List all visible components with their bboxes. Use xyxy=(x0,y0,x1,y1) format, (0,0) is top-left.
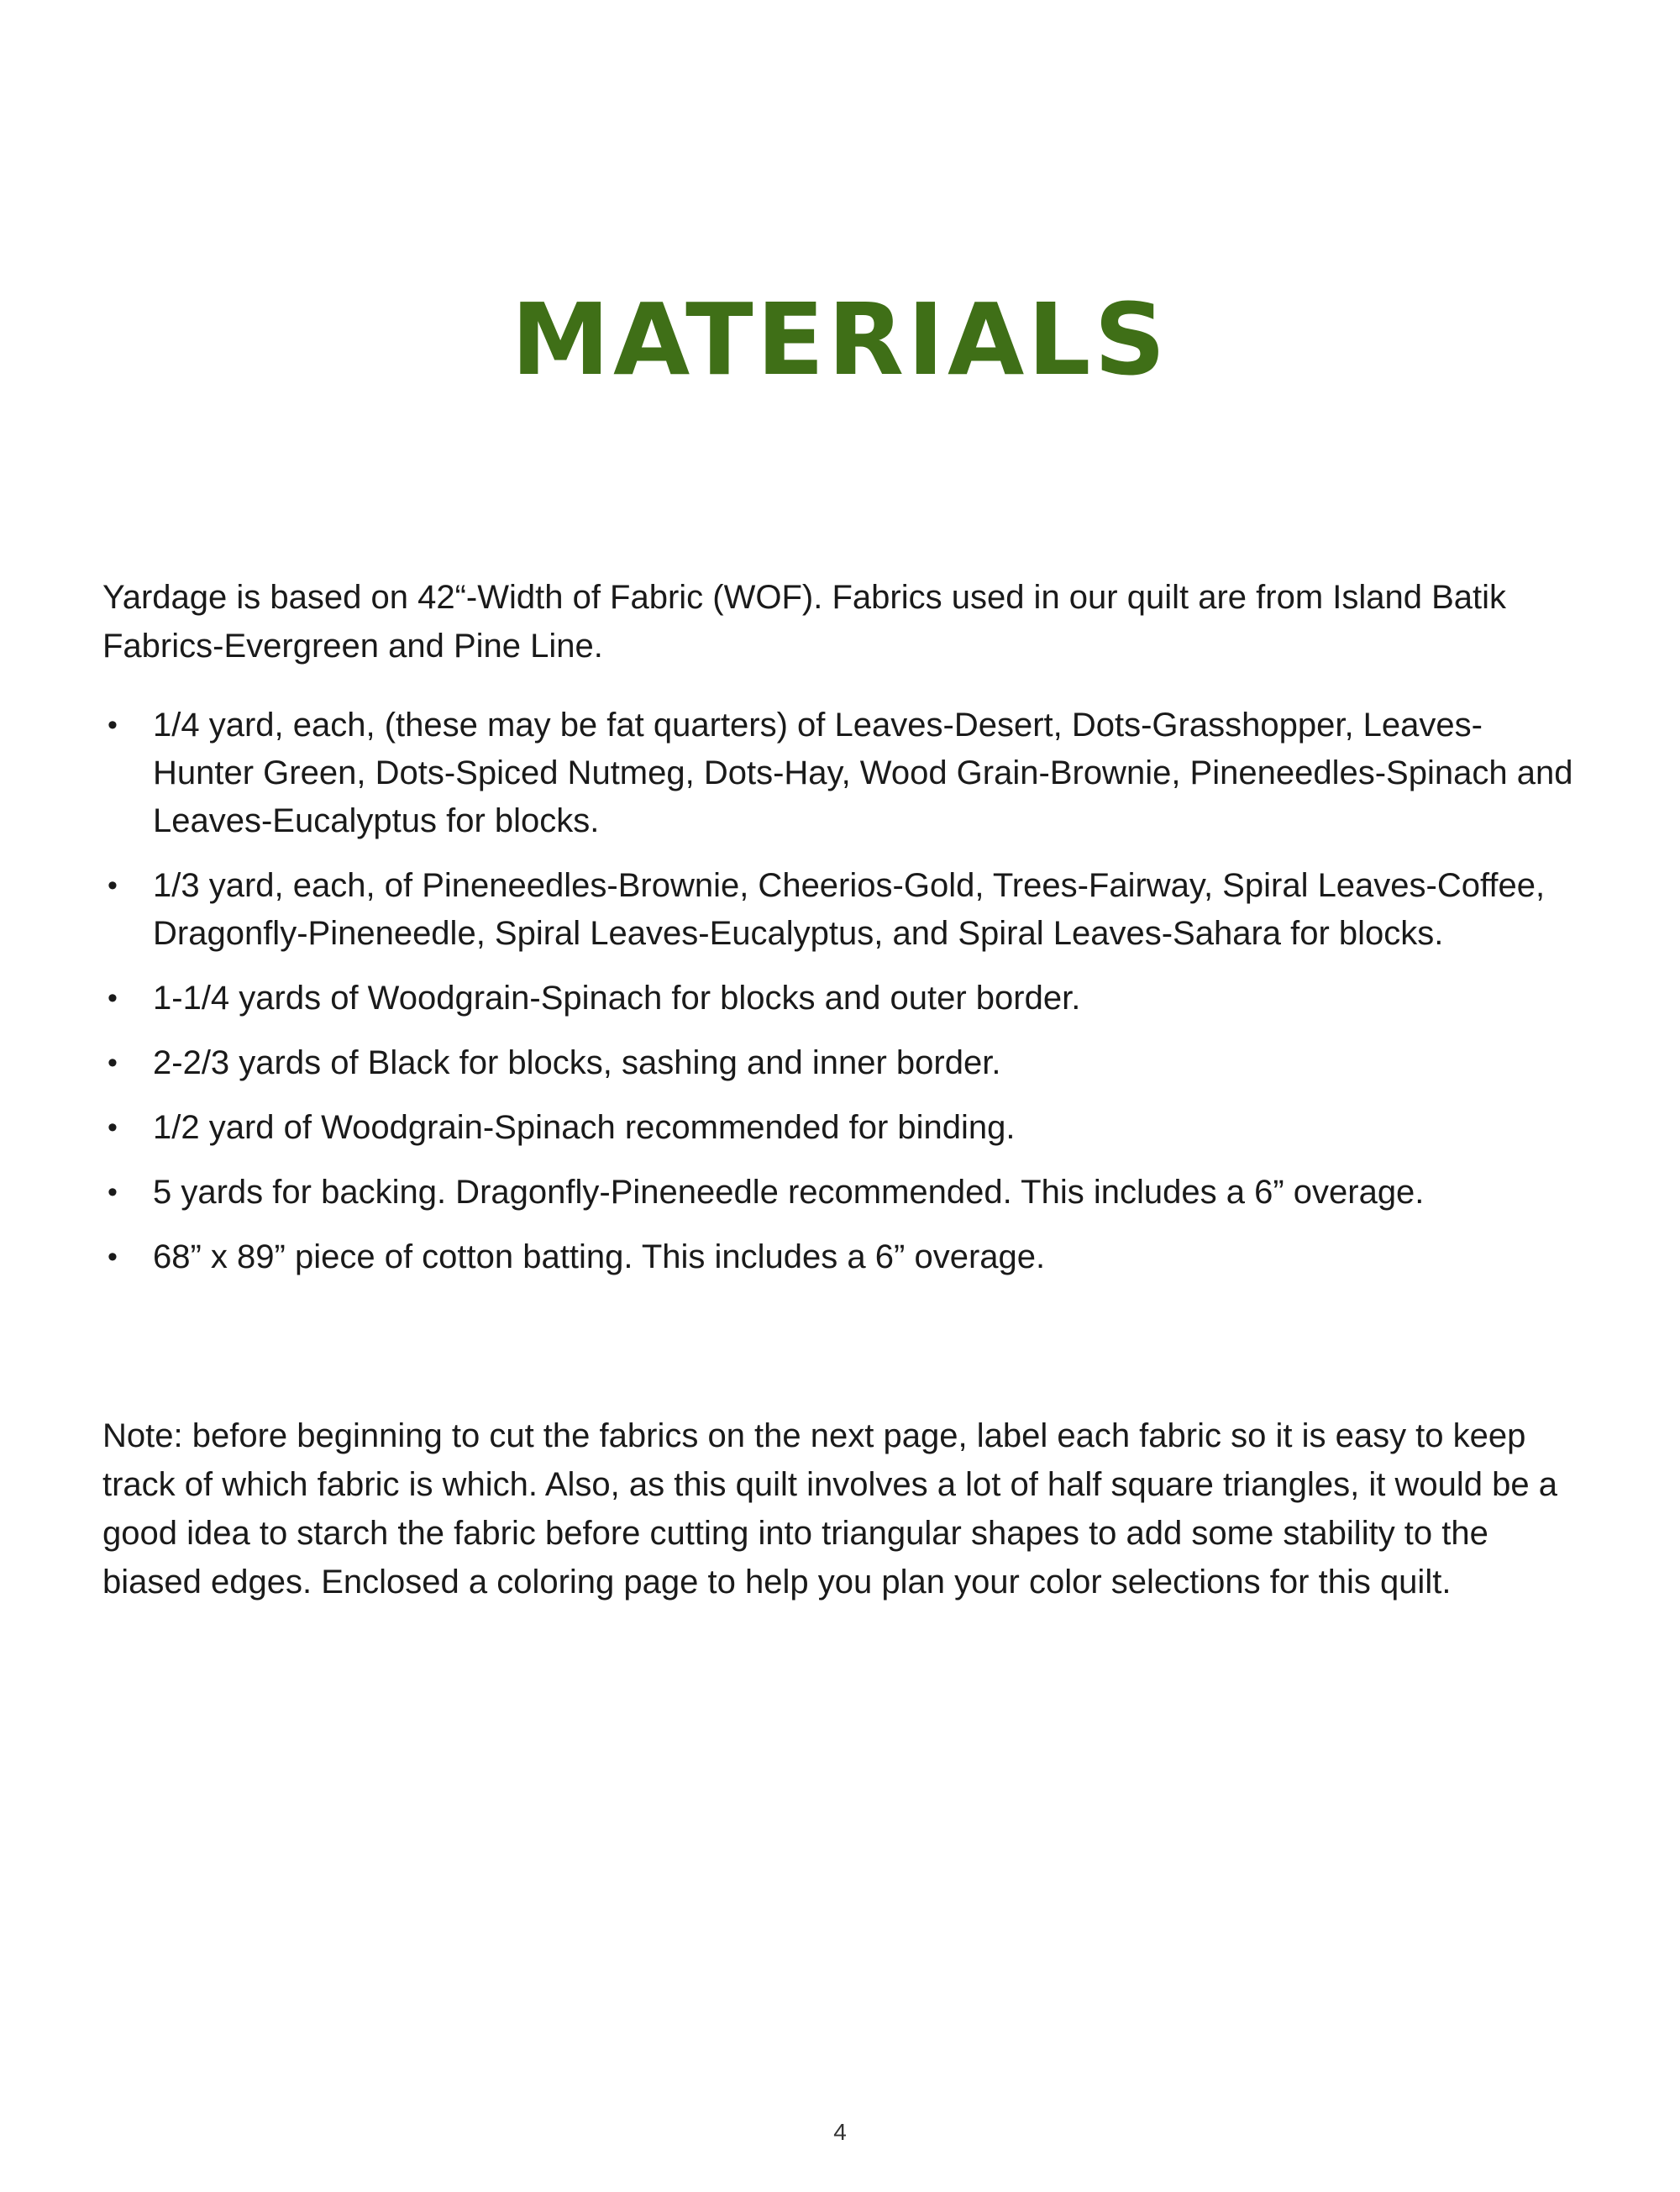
intro-paragraph: Yardage is based on 42“-Width of Fabric (WOF). Fabrics used in our quilt are from Island Batik Fabrics-Evergreen and Pine Line. xyxy=(102,579,1507,665)
note-paragraph: Note: before beginning to cut the fabrics on the next page, label each fabric so it is easy to keep track of which fabric is which. Also, as this quilt involves a lot of half square triangles, it would be a good idea to starch the fabric before cutting into triangular shapes to add some stability to the biased edges. Enclosed a coloring page to help you plan your color selections for this quilt. xyxy=(102,1417,1557,1601)
list-item-text: 2-2/3 yards of Black for blocks, sashing and inner border. xyxy=(153,1044,1001,1081)
list-item xyxy=(102,1169,1581,1217)
list-item-text: 1/3 yard, each, of Pineneedles-Brownie, Cheerios-Gold, Trees-Fairway, Spiral Leaves-Coffee, Dragonfly-Pineneedle, Spiral Leaves-Eucalyptus, and Spiral Leaves-Sahara for blocks. xyxy=(153,867,1546,952)
page-number: 4 xyxy=(833,2119,847,2145)
bullet-icon: • xyxy=(108,1241,118,1273)
bullet-icon: • xyxy=(108,982,118,1014)
bullet-icon: • xyxy=(108,1176,118,1208)
list-item xyxy=(102,862,1581,958)
bullet-icon: • xyxy=(108,1047,118,1079)
bullet-icon: • xyxy=(108,870,118,902)
page-title: MATERIALS xyxy=(511,281,1169,397)
list-item xyxy=(102,1233,1581,1281)
list-item-text: 1/4 yard, each, (these may be fat quarters) of Leaves-Desert, Dots-Grasshopper, Leaves-Hunter Green, Dots-Spiced Nutmeg, Dots-Hay, Wood Grain-Brownie, Pineneedles-Spinach and Leaves-Eucalyptus for blocks. xyxy=(153,707,1573,839)
list-item xyxy=(102,1104,1581,1152)
list-item xyxy=(102,702,1581,845)
list-item-text: 68” x 89” piece of cotton batting. This includes a 6” overage. xyxy=(153,1238,1046,1275)
bullet-icon: • xyxy=(108,1112,118,1143)
list-item-text: 1/2 yard of Woodgrain-Spinach recommended for binding. xyxy=(153,1109,1016,1146)
list-item-text: 5 yards for backing. Dragonfly-Pineneedle recommended. This includes a 6” overage. xyxy=(153,1174,1425,1211)
materials-list xyxy=(102,702,1581,1298)
list-item-text: 1-1/4 yards of Woodgrain-Spinach for blocks and outer border. xyxy=(153,980,1081,1017)
bullet-icon: • xyxy=(108,709,118,741)
list-item xyxy=(102,1039,1581,1087)
list-item xyxy=(102,975,1581,1022)
